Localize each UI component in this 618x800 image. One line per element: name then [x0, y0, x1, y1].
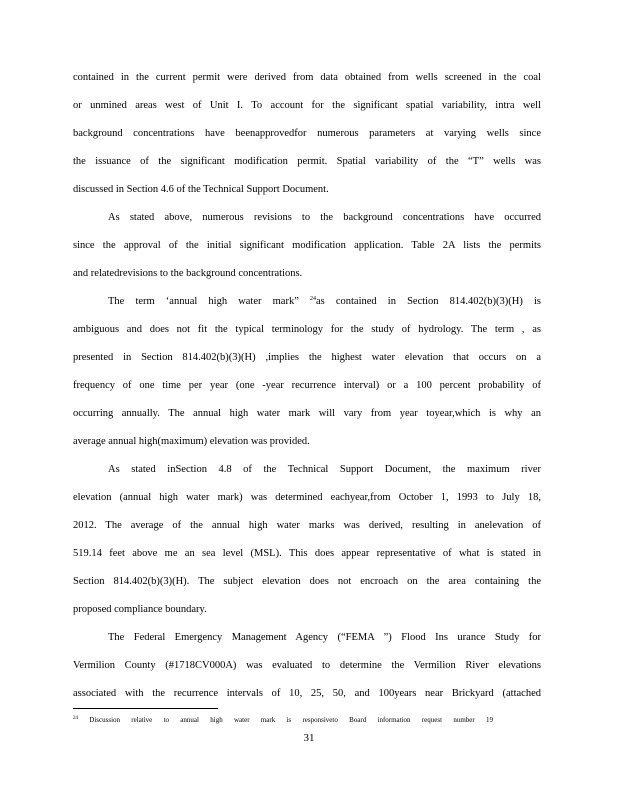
- body-line-7: since the approval of the initial significant modification application. Table 2A lists the permits: [73, 240, 541, 251]
- body-line-9-part-1: The term ‘annual high water mark”: [108, 296, 299, 307]
- body-line-19: Section 814.402(b)(3)(H). The subject elevation does not encroach on the area containing the: [73, 576, 541, 587]
- body-line-6: As stated above, numerous revisions to the background concentrations have occurred: [108, 212, 541, 223]
- footnote-divider: [73, 708, 218, 709]
- body-line-23: associated with the recurrence intervals of 10, 25, 50, and 100years near Brickyard (attached: [73, 688, 541, 699]
- body-line-14: average annual high(maximum) elevation was provided.: [73, 436, 310, 447]
- body-line-4: the issuance of the significant modification permit. Spatial variability of the “T” wells was: [73, 156, 541, 167]
- body-line-16: elevation (annual high water mark) was determined eachyear,from October 1, 1993 to July 18,: [73, 492, 541, 503]
- body-line-22: Vermilion County (#1718CV000A) was evaluated to determine the Vermilion River elevations: [73, 660, 541, 671]
- body-line-13: occurring annually. The annual high water mark will vary from year toyear,which is why an: [73, 408, 541, 419]
- footnote: [73, 714, 493, 726]
- body-line-9: [108, 294, 541, 310]
- body-line-15: As stated inSection 4.8 of the Technical Support Document, the maximum river: [108, 464, 541, 475]
- body-line-11: presented in Section 814.402(b)(3)(H) ,implies the highest water elevation that occurs on a: [73, 352, 541, 363]
- body-line-5: discussed in Section 4.6 of the Technical Support Document.: [73, 184, 329, 195]
- body-line-8: and relatedrevisions to the background concentrations.: [73, 268, 303, 279]
- footnote-reference: 24: [309, 296, 316, 302]
- body-line-3: background concentrations have beenapprovedfor numerous parameters at varying wells since: [73, 128, 541, 139]
- body-line-12: frequency of one time per year (one -year recurrence interval) or a 100 percent probability of: [73, 380, 541, 391]
- body-line-1: contained in the current permit were derived from data obtained from wells screened in the coal: [73, 72, 541, 83]
- footnote-text: Discussion relative to annual high water mark is responsiveto Board information request number 19: [89, 716, 494, 724]
- body-line-2: or unmined areas west of Unit I. To account for the significant spatial variability, intra well: [73, 100, 541, 111]
- body-line-9-part-2: as contained in Section 814.402(b)(3)(H) is: [315, 296, 541, 307]
- body-line-21: The Federal Emergency Management Agency (“FEMA ”) Flood Ins urance Study for: [108, 632, 541, 643]
- body-line-18: 519.14 feet above me an sea level (MSL). This does appear representative of what is stated in: [73, 548, 541, 559]
- page-number: 31: [303, 732, 315, 744]
- footnote-number: 24: [73, 716, 78, 721]
- body-line-17: 2012. The average of the annual high water marks was derived, resulting in anelevation of: [73, 520, 541, 531]
- body-line-10: ambiguous and does not fit the typical terminology for the study of hydrology. The term , as: [73, 324, 541, 335]
- body-line-20: proposed compliance boundary.: [73, 604, 207, 615]
